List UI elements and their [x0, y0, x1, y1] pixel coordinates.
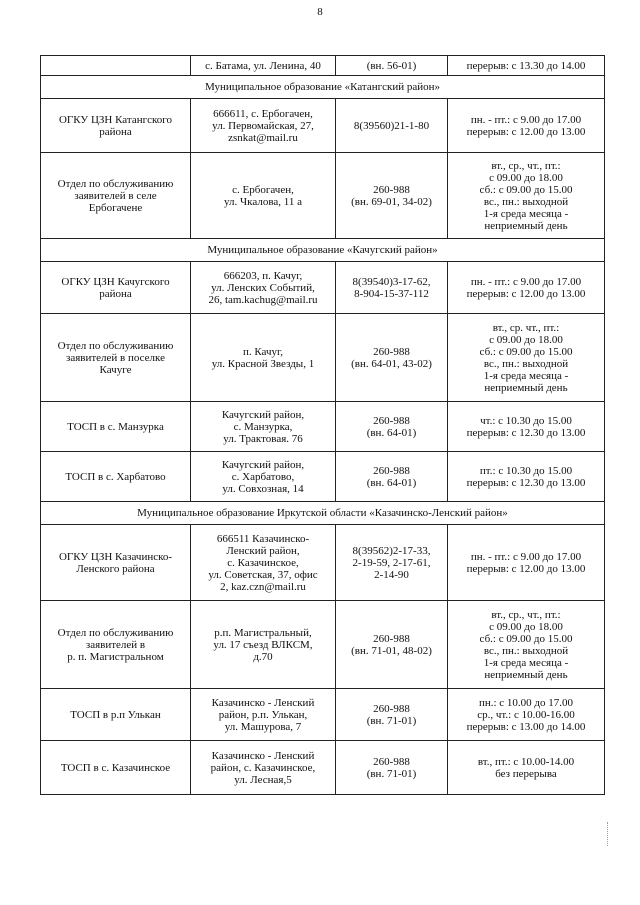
- address-cell: [191, 689, 336, 741]
- phone-text: 8(39540)3-17-62, 8-904-15-37-112: [352, 275, 431, 300]
- phone-text: 260-988 (вн. 64-01): [366, 464, 417, 489]
- table-row: [41, 402, 605, 452]
- table-row: [41, 525, 605, 601]
- section-header-row: [41, 239, 605, 262]
- address-cell: [191, 262, 336, 314]
- schedule-text: вт., пт.: с 10.00-14.00 без перерыва: [477, 755, 575, 780]
- schedule-cell: [448, 314, 605, 402]
- phone-cell: [336, 99, 448, 153]
- table-row: [41, 99, 605, 153]
- address-text: Качугский район, с. Харбатово, ул. Совхозная, 14: [221, 458, 305, 495]
- office-name-text: ТОСП в с. Манзурка: [67, 420, 164, 433]
- phone-cell: [336, 601, 448, 689]
- schedule-text: вт., ср., чт., пт.: с 09.00 до 18.00 сб.: с 09.00 до 15.00 вс., пн.: выходной 1-я среда месяца - неприемный день: [479, 608, 573, 681]
- table-row: [41, 601, 605, 689]
- phone-cell: [336, 262, 448, 314]
- phone-text: 8(39560)21-1-80: [353, 119, 430, 132]
- address-text: с. Ербогачен, ул. Чкалова, 11 а: [224, 183, 302, 208]
- offices-table: [40, 55, 605, 795]
- schedule-text: чт.: с 10.30 до 15.00 перерыв: с 12.30 до 13.00: [466, 414, 586, 439]
- phone-cell: [336, 525, 448, 601]
- address-cell: [191, 601, 336, 689]
- page-number: 8: [317, 6, 323, 18]
- address-text: с. Батама, ул. Ленина, 40: [205, 59, 321, 72]
- section-title: Муниципальное образование «Катангский район»: [41, 76, 605, 99]
- address-cell: [191, 525, 336, 601]
- schedule-cell: [448, 525, 605, 601]
- address-text: 666511 Казачинско- Ленский район, с. Казачинское, ул. Советская, 37, офис 2, kaz.czn@mail.ru: [208, 532, 318, 593]
- schedule-cell: [448, 689, 605, 741]
- section-header-row: [41, 76, 605, 99]
- section-title: Муниципальное образование Иркутской области «Казачинско-Ленский район»: [41, 502, 605, 525]
- phone-text: 260-988 (вн. 71-01): [366, 702, 417, 727]
- address-cell: [191, 402, 336, 452]
- address-text: Качугский район, с. Манзурка, ул. Трактовая. 76: [221, 408, 305, 445]
- phone-cell: [336, 741, 448, 795]
- office-name-text: ОГКУ ЦЗН Качугского района: [61, 275, 170, 300]
- phone-cell: [336, 56, 448, 76]
- phone-text: 260-988 (вн. 71-01, 48-02): [351, 632, 432, 657]
- office-name-text: ОГКУ ЦЗН Казачинско- Ленского района: [58, 550, 173, 575]
- office-name-cell: [41, 525, 191, 601]
- address-cell: [191, 314, 336, 402]
- phone-text: (вн. 56-01): [366, 59, 417, 72]
- table-row: [41, 153, 605, 239]
- schedule-cell: [448, 99, 605, 153]
- address-text: Казачинско - Ленский район, р.п. Улькан, ул. Машурова, 7: [211, 696, 315, 733]
- office-name-cell: [41, 601, 191, 689]
- table-row: [41, 314, 605, 402]
- office-name-text: ТОСП в с. Харбатово: [65, 470, 166, 483]
- schedule-cell: [448, 601, 605, 689]
- schedule-cell: [448, 741, 605, 795]
- table-row: [41, 262, 605, 314]
- table-row: [41, 452, 605, 502]
- schedule-cell: [448, 452, 605, 502]
- office-name-cell: [41, 56, 191, 76]
- schedule-cell: [448, 153, 605, 239]
- table-row: [41, 689, 605, 741]
- phone-cell: [336, 314, 448, 402]
- office-name-cell: [41, 741, 191, 795]
- address-text: Казачинско - Ленский район, с. Казачинское, ул. Лесная,5: [210, 749, 316, 786]
- schedule-text: пт.: с 10.30 до 15.00 перерыв: с 12.30 до 13.00: [466, 464, 586, 489]
- address-cell: [191, 99, 336, 153]
- address-cell: [191, 452, 336, 502]
- schedule-text: пн. - пт.: с 9.00 до 17.00 перерыв: с 12.00 до 13.00: [466, 550, 586, 575]
- phone-cell: [336, 153, 448, 239]
- schedule-cell: [448, 402, 605, 452]
- phone-cell: [336, 689, 448, 741]
- address-cell: [191, 56, 336, 76]
- office-name-cell: [41, 689, 191, 741]
- phone-text: 8(39562)2-17-33, 2-19-59, 2-17-61, 2-14-90: [352, 544, 431, 581]
- phone-text: 260-988 (вн. 71-01): [366, 755, 417, 780]
- office-name-text: Отдел по обслуживанию заявителей в селе Ербогачене: [57, 177, 174, 214]
- table-row: [41, 56, 605, 76]
- phone-cell: [336, 452, 448, 502]
- address-cell: [191, 741, 336, 795]
- schedule-text: вт., ср. чт., пт.: с 09.00 до 18.00 сб.: с 09.00 до 15.00 вс., пн.: выходной 1-я среда месяца - неприемный день: [479, 321, 573, 394]
- office-name-text: ОГКУ ЦЗН Катангского района: [58, 113, 173, 138]
- office-name-text: Отдел по обслуживанию заявителей в поселке Качуге: [57, 339, 174, 376]
- address-text: п. Качуг, ул. Красной Звезды, 1: [211, 345, 315, 370]
- address-text: 666203, п. Качуг, ул. Ленских Событий, 26, tam.kachug@mail.ru: [208, 269, 318, 306]
- address-cell: [191, 153, 336, 239]
- schedule-cell: [448, 262, 605, 314]
- section-header-row: [41, 502, 605, 525]
- schedule-text: пн.: с 10.00 до 17.00 ср., чт.: с 10.00-16.00 перерыв: с 13.00 до 14.00: [466, 696, 586, 733]
- schedule-text: вт., ср., чт., пт.: с 09.00 до 18.00 сб.: с 09.00 до 15.00 вс., пн.: выходной 1-я среда месяца - неприемный день: [479, 159, 573, 232]
- address-text: р.п. Магистральный, ул. 17 съезд ВЛКСМ, д.70: [213, 626, 313, 663]
- section-title: Муниципальное образование «Качугский район»: [41, 239, 605, 262]
- office-name-text: Отдел по обслуживанию заявителей в р. п. Магистральном: [57, 626, 174, 663]
- phone-text: 260-988 (вн. 69-01, 34-02): [351, 183, 432, 208]
- office-name-text: ТОСП в с. Казачинское: [60, 761, 171, 774]
- table-row: [41, 741, 605, 795]
- schedule-text: пн. - пт.: с 9.00 до 17.00 перерыв: с 12.00 до 13.00: [466, 275, 586, 300]
- phone-text: 260-988 (вн. 64-01, 43-02): [351, 345, 432, 370]
- office-name-cell: [41, 314, 191, 402]
- schedule-text: перерыв: с 13.30 до 14.00: [466, 59, 586, 72]
- office-name-cell: [41, 153, 191, 239]
- office-name-cell: [41, 402, 191, 452]
- office-name-cell: [41, 452, 191, 502]
- office-name-text: ТОСП в р.п Улькан: [70, 708, 161, 721]
- phone-text: 260-988 (вн. 64-01): [366, 414, 417, 439]
- office-name-cell: [41, 262, 191, 314]
- schedule-cell: [448, 56, 605, 76]
- schedule-text: пн. - пт.: с 9.00 до 17.00 перерыв: с 12.00 до 13.00: [466, 113, 586, 138]
- margin-dots: [607, 822, 610, 846]
- office-name-cell: [41, 99, 191, 153]
- phone-cell: [336, 402, 448, 452]
- address-text: 666611, с. Ербогачен, ул. Первомайская, 27, zsnkat@mail.ru: [212, 107, 314, 144]
